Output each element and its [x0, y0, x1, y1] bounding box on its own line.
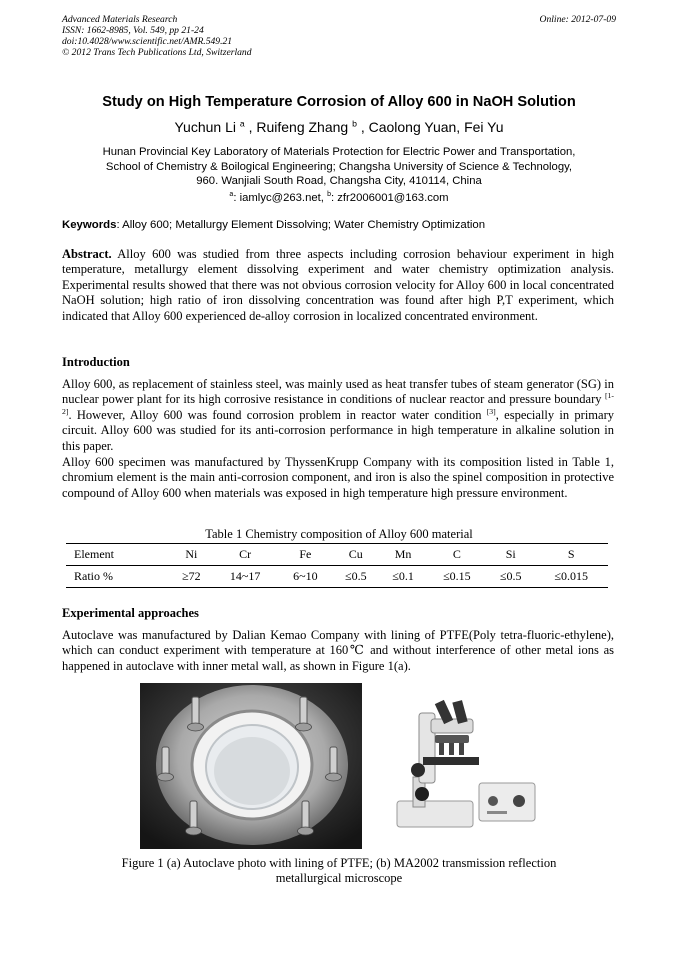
- composition-table: [66, 543, 608, 588]
- authors: [62, 119, 616, 135]
- microscope-illustration: [383, 683, 541, 849]
- journal-name: Advanced Materials Research: [62, 14, 178, 25]
- table-cell: ≤0.015: [534, 566, 608, 588]
- introduction-heading: Introduction: [62, 355, 130, 369]
- table-cell: ≤0.1: [379, 566, 426, 588]
- introduction-paragraph-1: [62, 377, 614, 454]
- table-header-cell: Mn: [379, 544, 426, 566]
- table-cell: ≤0.5: [487, 566, 534, 588]
- intro-text-a: Alloy 600, as replacement of stainless steel, was mainly used as heat transfer tubes of steam generator (SG) in nuclear power plant for its high corrosive resistance in conditions of nuclear reactor and pressure boundary: [62, 377, 614, 407]
- table-header-cell: Si: [487, 544, 534, 566]
- table-header-cell: C: [427, 544, 487, 566]
- author-1: Yuchun Li: [174, 119, 236, 135]
- table-cell: Ratio %: [66, 566, 171, 588]
- table-caption: Table 1 Chemistry composition of Alloy 600 material: [205, 527, 473, 541]
- table-header-cell: S: [534, 544, 608, 566]
- citation: [3]: [486, 406, 496, 416]
- keywords-label: Keywords: [62, 219, 117, 231]
- microscope-photo: [383, 683, 541, 849]
- online-date: Online: 2012-07-09: [539, 14, 616, 25]
- paper-title: Study on High Temperature Corrosion of Alloy 600 in NaOH Solution: [102, 94, 576, 110]
- keywords: [62, 219, 616, 231]
- affiliation-line: 960. Wanjiali South Road, Changsha City, 410114, China: [196, 175, 482, 187]
- keywords-text: : Alloy 600; Metallurgy Element Dissolving; Water Chemistry Optimization: [116, 219, 486, 231]
- table-cell: 6~10: [279, 566, 333, 588]
- table-header-cell: Ni: [171, 544, 212, 566]
- author-1-sup: a: [239, 118, 245, 129]
- abstract-text: Alloy 600 was studied from three aspects including corrosion behaviour experiment in high temperature, metallurgy element dissolving experiment and water chemistry optimization analysis. Experimental results showed that there was not obvious corrosion velocity for Alloy 600 in local concentrated NaOH solution; high ratio of iron dissolving concentration was found after high P,T experiment, which indicated that Alloy 600 experienced de-alloy corrosion in localized concentrated environment.: [62, 247, 614, 323]
- copyright: © 2012 Trans Tech Publications Ltd, Switzerland: [62, 47, 252, 58]
- table-cell: ≥72: [171, 566, 212, 588]
- intro-text-b: . However, Alloy 600 was found corrosion problem in reactor water condition: [68, 407, 487, 422]
- abstract: [62, 247, 614, 324]
- affiliation: [62, 145, 616, 189]
- affiliation-line: Hunan Provincial Key Laboratory of Materials Protection for Electric Power and Transportation,: [102, 146, 576, 158]
- figure-caption-line: Figure 1 (a) Autoclave photo with lining of PTFE; (b) MA2002 transmission reflection: [121, 856, 557, 870]
- table-header-cell: Cr: [212, 544, 279, 566]
- experimental-heading: Experimental approaches: [62, 606, 199, 620]
- table-header-row: [66, 544, 608, 566]
- email-a[interactable]: : iamlyc@263.net,: [233, 192, 328, 204]
- email-b[interactable]: : zfr2006001@163.com: [330, 192, 449, 204]
- authors-rest: , Caolong Yuan, Fei Yu: [360, 119, 504, 135]
- email-b-sup: b: [327, 191, 331, 199]
- journal-header: [62, 14, 616, 58]
- table-cell: ≤0.15: [427, 566, 487, 588]
- table-header-cell: Element: [66, 544, 171, 566]
- autoclave-illustration: [140, 683, 362, 849]
- table-header-cell: Cu: [332, 544, 379, 566]
- table-cell: 14~17: [212, 566, 279, 588]
- figure-caption-line: metallurgical microscope: [275, 871, 403, 885]
- affiliation-line: School of Chemistry & Boilogical Engineering; Changsha University of Science & Technology,: [105, 160, 573, 173]
- table-row: [66, 566, 608, 588]
- table-header-cell: Fe: [279, 544, 333, 566]
- experimental-paragraph: Autoclave was manufactured by Dalian Kemao Company with lining of PTFE(Poly tetra-fluoric-ethylene), which can conduct experiment with temperature at 160℃ and without interference of other metal ions as happened in autoclave with inner metal wall, as shown in Figure 1(a).: [62, 628, 614, 673]
- abstract-label: Abstract.: [62, 247, 112, 261]
- author-2-sup: b: [352, 118, 357, 129]
- introduction-paragraph-2: Alloy 600 specimen was manufactured by ThyssenKrupp Company with its composition listed in Table 1, chromium element is the main anti-corrosion component, and iron is also the spinel composition in protective compound of Alloy 600 when materials was exposed in high temperature high pressure environment.: [62, 455, 614, 500]
- doi: doi:10.4028/www.scientific.net/AMR.549.21: [62, 36, 233, 47]
- emails: [62, 192, 616, 204]
- intro-text-c: , especially in primary circuit. Alloy 600 was studied for its anti-corrosion performance in high temperature in alkaline solution in this paper.: [62, 407, 614, 453]
- autoclave-photo: [140, 683, 362, 849]
- table-cell: ≤0.5: [332, 566, 379, 588]
- citation: [1-2]: [62, 391, 614, 416]
- author-2: , Ruifeng Zhang: [248, 119, 349, 135]
- figure-caption: [62, 856, 616, 886]
- email-a-sup: a: [229, 191, 234, 199]
- issn: ISSN: 1662-8985, Vol. 549, pp 21-24: [62, 25, 204, 36]
